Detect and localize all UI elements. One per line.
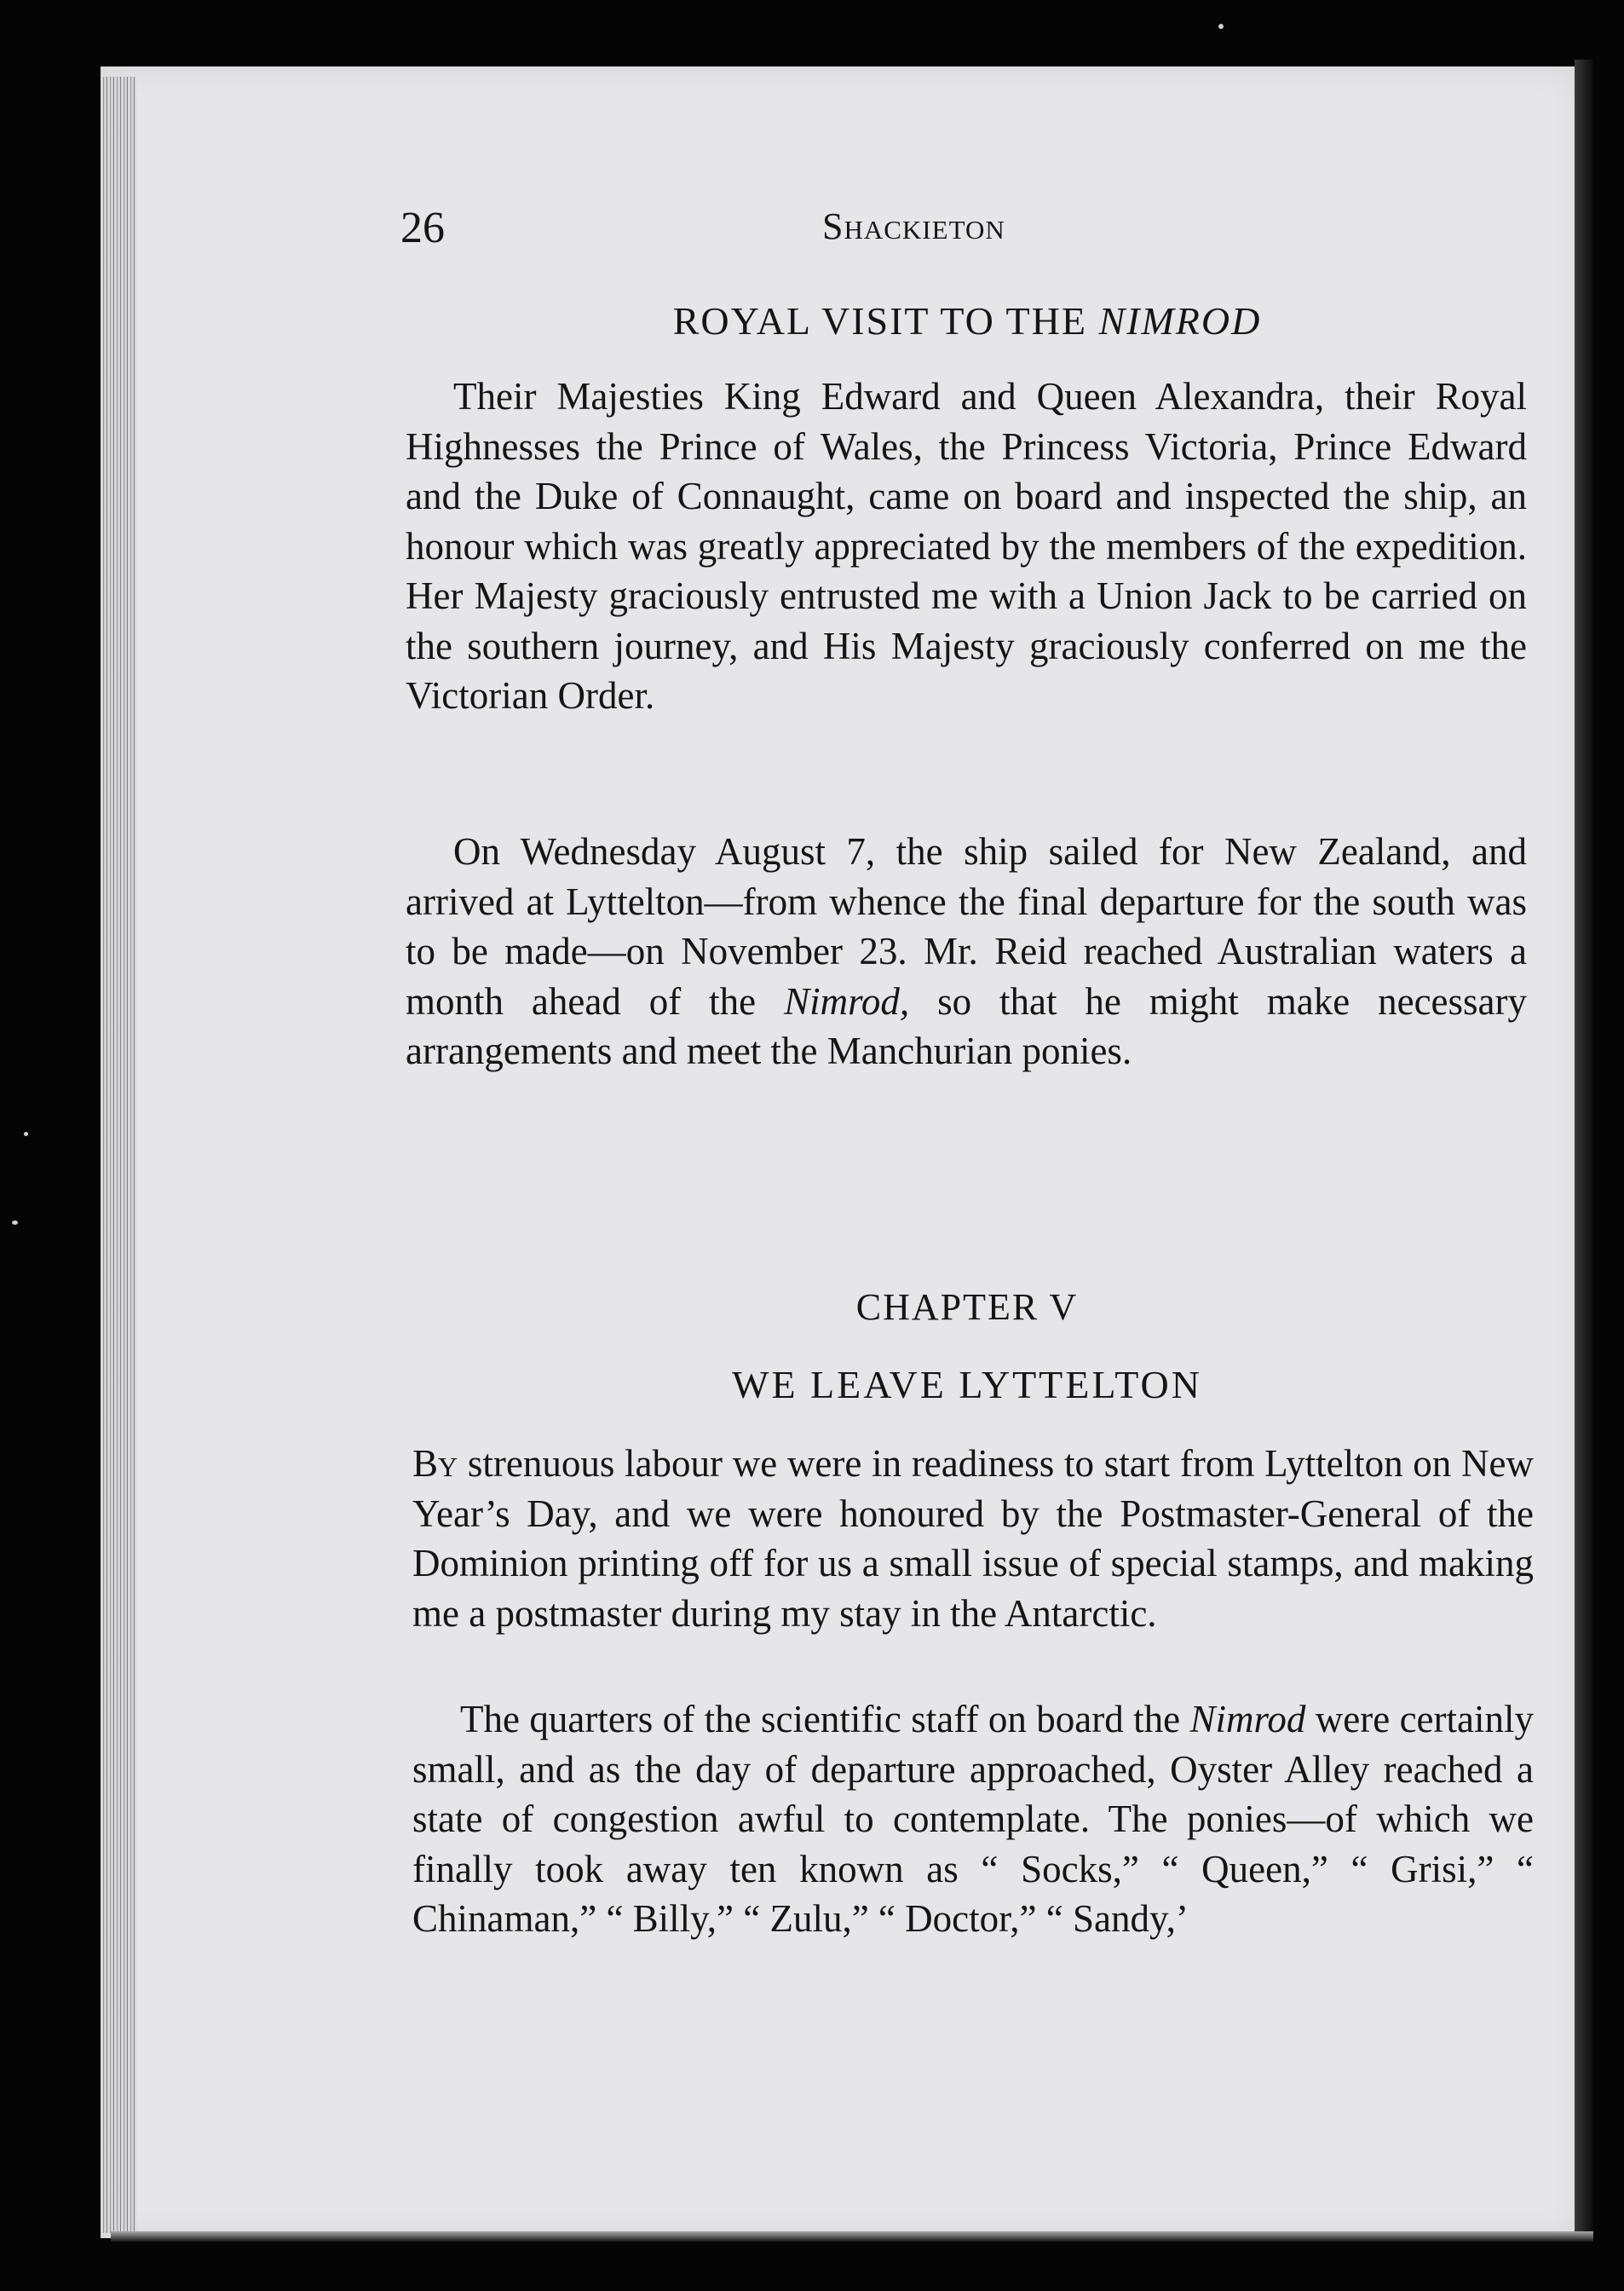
paragraph-quarters bbox=[412, 1694, 1534, 1944]
paragraph-departure bbox=[406, 827, 1527, 1076]
page-right-edge bbox=[1575, 60, 1593, 2242]
paragraph-text: Their Majesties King Edward and Queen Alexandra, their Royal Highnesses the Prince of Wales, the Princess Victoria, Prince Edward and the Duke of Connaught, came on board and inspected the ship, an honour which was greatly appreciated by the members of the expedition. Her Majesty graciously entrusted me with a Union Jack to be carried on the southern journey, and His Majesty graciously conferred on me the Victorian Order. bbox=[406, 375, 1527, 717]
page-number: 26 bbox=[400, 204, 445, 252]
paragraph-opening-word: By bbox=[412, 1442, 458, 1485]
paragraph-royal-visit bbox=[406, 372, 1527, 721]
scan-speck bbox=[1218, 24, 1224, 29]
section-heading-ship-name: NIMROD bbox=[1098, 299, 1262, 343]
paragraph-text: The quarters of the scientific staff on board the bbox=[460, 1698, 1190, 1740]
running-title: Shackieton bbox=[822, 205, 1005, 247]
section-heading bbox=[400, 298, 1534, 343]
ship-name-italic: Nimrod bbox=[1189, 1698, 1306, 1740]
chapter-title: WE LEAVE LYTTELTON bbox=[732, 1363, 1202, 1406]
paragraph-text: were certainly small, and as the day of departure approached, Oyster Alley reached a state of congestion awful to contemplate. The ponies—of which we finally took away ten known as “ Socks,” “ Queen,” “ Grisi,” “ Chinaman,” “ Billy,” “ Zulu,” “ Doctor,” “ Sandy,’ bbox=[412, 1698, 1534, 1940]
running-head bbox=[400, 203, 1534, 263]
page-gutter bbox=[101, 77, 136, 2233]
page-bottom-edge bbox=[111, 2231, 1593, 2242]
paragraph-text: so that he might make necessary arrangements and meet the Manchurian ponies. bbox=[406, 979, 1527, 1072]
scan-speck bbox=[24, 1132, 28, 1136]
paragraph-stamps bbox=[412, 1439, 1534, 1638]
scan-speck bbox=[12, 1221, 18, 1225]
section-heading-text: ROYAL VISIT TO THE bbox=[672, 299, 1099, 343]
paragraph-text: strenuous labour we were in readiness to start from Lyttelton on New Year’s Day, and we were honoured by the Postmaster-General of the Dominion printing off for us a small issue of special stamps, and making me a postmaster during my stay in the Antarctic. bbox=[412, 1442, 1534, 1635]
ship-name-italic: Nimrod, bbox=[784, 979, 910, 1023]
paragraph-text: On Wednesday August 7, the ship sailed for New Zealand, and arrived at Lyttelton—from whence the final departure for the south was to be made—on November 23. Mr. Reid reached Australian waters a month ahead of the bbox=[406, 830, 1527, 1023]
chapter-label: CHAPTER V bbox=[855, 1286, 1079, 1328]
